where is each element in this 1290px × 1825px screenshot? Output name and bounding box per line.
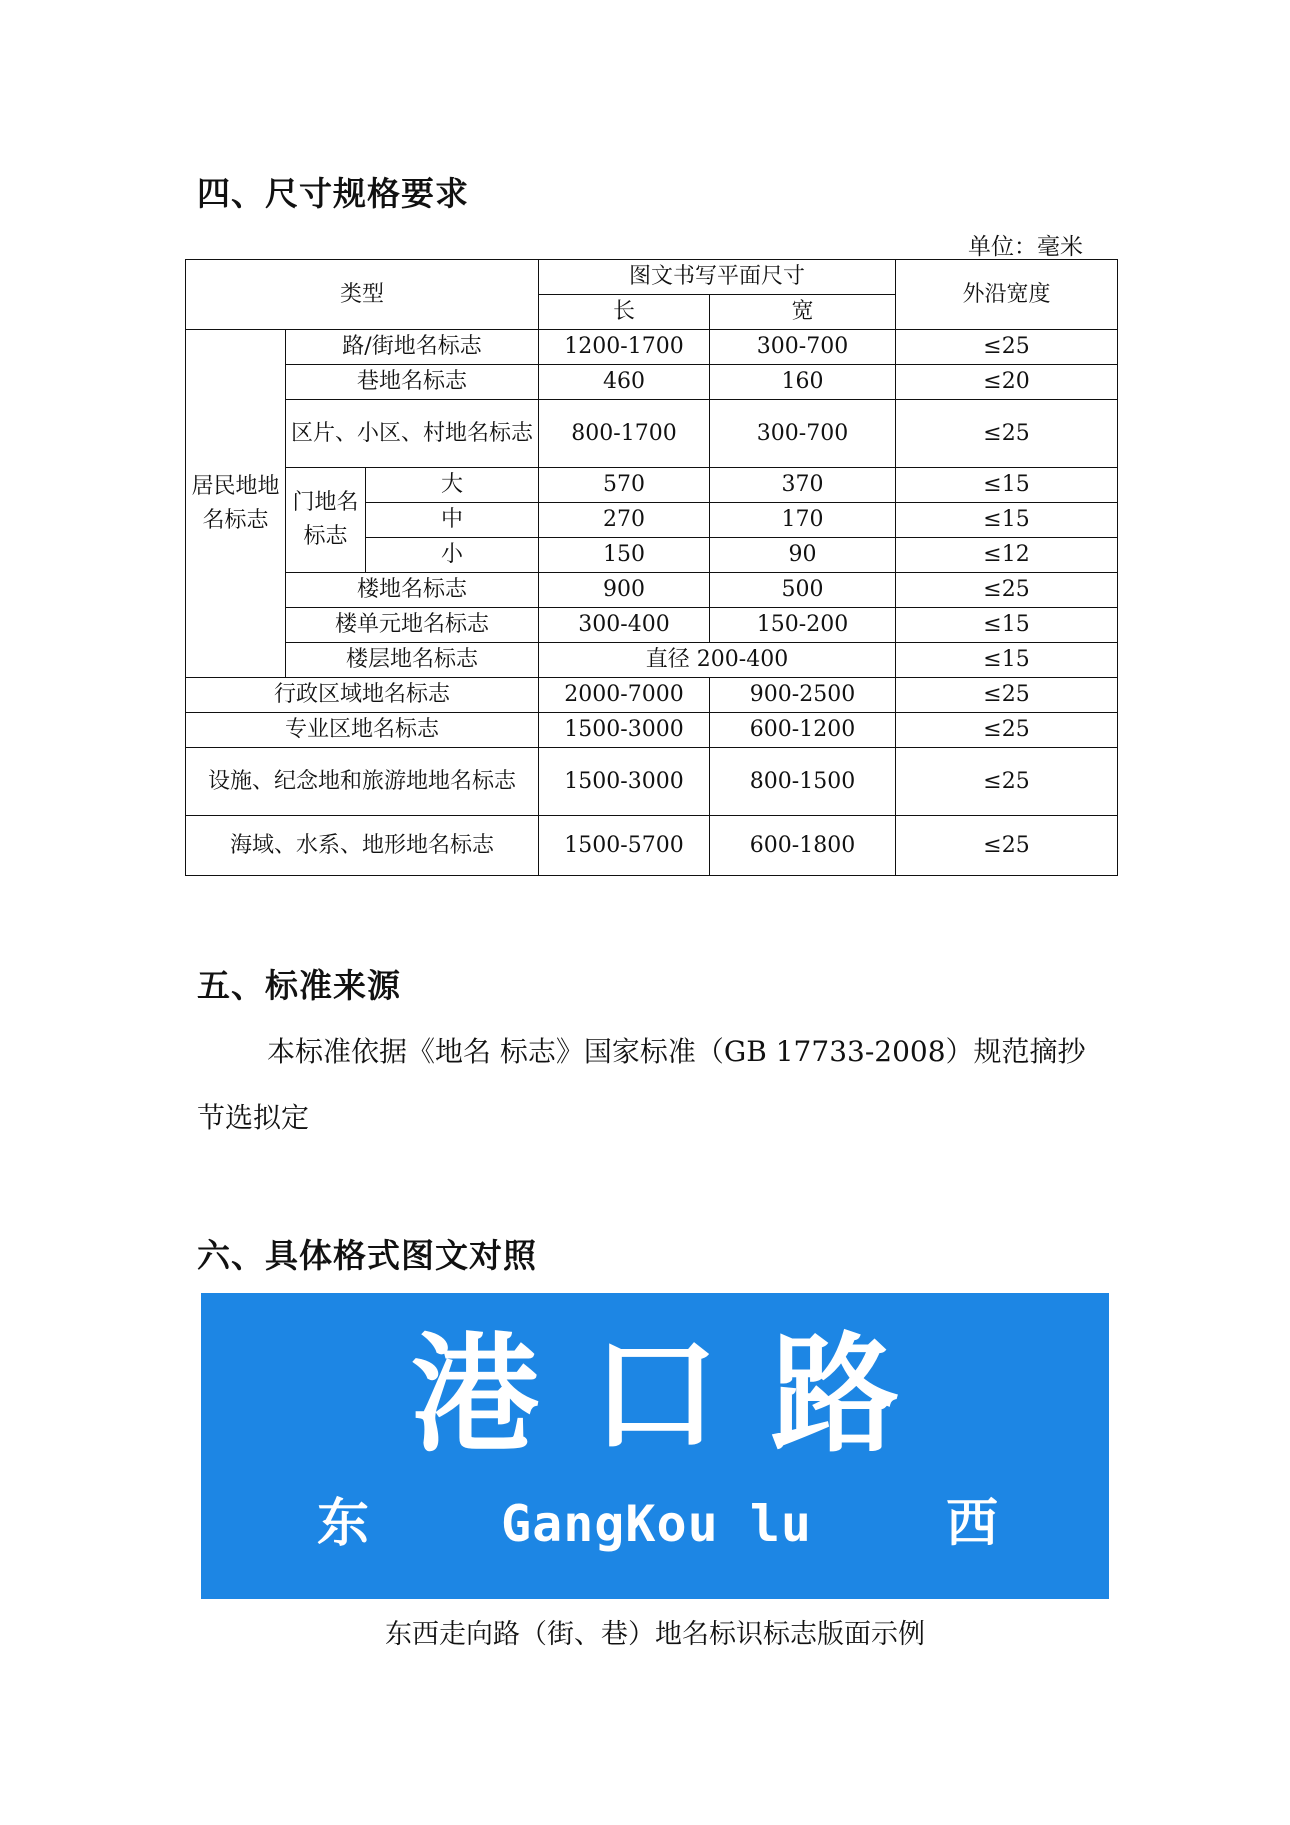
row-width: 800-1500: [710, 748, 896, 816]
table-row: [186, 713, 1118, 748]
table-row: [186, 678, 1118, 713]
row-length: 1500-3000: [539, 748, 710, 816]
row-width: 150-200: [710, 608, 896, 643]
row-name: 中: [366, 503, 539, 538]
header-edge: 外沿宽度: [896, 260, 1118, 330]
row-edge: ≤20: [896, 365, 1118, 400]
row-name: 楼层地名标志: [286, 643, 539, 678]
table-row: [186, 608, 1118, 643]
row-length: 300-400: [539, 608, 710, 643]
table-row: [186, 365, 1118, 400]
row-edge: ≤25: [896, 400, 1118, 468]
row-width: 370: [710, 468, 896, 503]
table-row: [186, 643, 1118, 678]
row-length: 1200-1700: [539, 330, 710, 365]
row-edge: ≤15: [896, 643, 1118, 678]
row-width: 170: [710, 503, 896, 538]
size-spec-table: [185, 259, 1118, 876]
row-width: 160: [710, 365, 896, 400]
sign-pinyin: GangKou lu: [501, 1495, 813, 1553]
row-width: 900-2500: [710, 678, 896, 713]
sign-east-label: 东: [317, 1494, 370, 1554]
row-length: 1500-5700: [539, 816, 710, 876]
row-edge: ≤25: [896, 748, 1118, 816]
residential-group-label: 居民地地名标志: [186, 330, 286, 678]
row-width: 600-1200: [710, 713, 896, 748]
header-width: 宽: [710, 295, 896, 330]
row-length: 900: [539, 573, 710, 608]
row-edge: ≤15: [896, 608, 1118, 643]
header-length: 长: [539, 295, 710, 330]
section4-heading: 四、尺寸规格要求: [197, 174, 469, 213]
sign-caption: 东西走向路（街、巷）地名标识标志版面示例: [385, 1619, 925, 1650]
table-row: [186, 468, 1118, 503]
row-size: 直径 200-400: [539, 643, 896, 678]
header-type: 类型: [186, 260, 539, 330]
row-name: 路/街地名标志: [286, 330, 539, 365]
row-edge: ≤15: [896, 468, 1118, 503]
row-edge: ≤25: [896, 573, 1118, 608]
row-width: 90: [710, 538, 896, 573]
section6-heading: 六、具体格式图文对照: [197, 1236, 537, 1275]
row-length: 570: [539, 468, 710, 503]
row-edge: ≤25: [896, 678, 1118, 713]
row-edge: ≤25: [896, 816, 1118, 876]
door-group-label: 门地名标志: [286, 468, 366, 573]
unit-label: 单位：毫米: [968, 234, 1083, 260]
row-length: 150: [539, 538, 710, 573]
table-row: [186, 330, 1118, 365]
row-edge: ≤12: [896, 538, 1118, 573]
row-width: 300-700: [710, 400, 896, 468]
row-name: 区片、小区、村地名标志: [286, 400, 539, 468]
row-name: 专业区地名标志: [186, 713, 539, 748]
table-row: [186, 573, 1118, 608]
row-length: 1500-3000: [539, 713, 710, 748]
section5-text: 本标准依据《地名 标志》国家标准（GB 17733-2008）规范摘抄节选拟定: [197, 1035, 1086, 1134]
table-row: [186, 748, 1118, 816]
row-length: 270: [539, 503, 710, 538]
row-edge: ≤25: [896, 713, 1118, 748]
row-name: 大: [366, 468, 539, 503]
row-width: 500: [710, 573, 896, 608]
section5-paragraph: [197, 1019, 1102, 1151]
row-length: 800-1700: [539, 400, 710, 468]
street-sign-example: [201, 1293, 1109, 1599]
table-row: [186, 400, 1118, 468]
row-edge: ≤25: [896, 330, 1118, 365]
table-row: [186, 816, 1118, 876]
row-length: 2000-7000: [539, 678, 710, 713]
row-name: 巷地名标志: [286, 365, 539, 400]
row-name: 小: [366, 538, 539, 573]
row-name: 设施、纪念地和旅游地地名标志: [186, 748, 539, 816]
table-header-row: [186, 260, 1118, 295]
row-name: 楼单元地名标志: [286, 608, 539, 643]
header-size-group: 图文书写平面尺寸: [539, 260, 896, 295]
row-edge: ≤15: [896, 503, 1118, 538]
row-name: 楼地名标志: [286, 573, 539, 608]
sign-west-label: 西: [946, 1494, 999, 1554]
row-name: 行政区域地名标志: [186, 678, 539, 713]
section5-heading: 五、标准来源: [197, 966, 401, 1005]
sign-street-name: 港口路: [410, 1321, 951, 1470]
row-width: 300-700: [710, 330, 896, 365]
row-name: 海域、水系、地形地名标志: [186, 816, 539, 876]
row-length: 460: [539, 365, 710, 400]
row-width: 600-1800: [710, 816, 896, 876]
